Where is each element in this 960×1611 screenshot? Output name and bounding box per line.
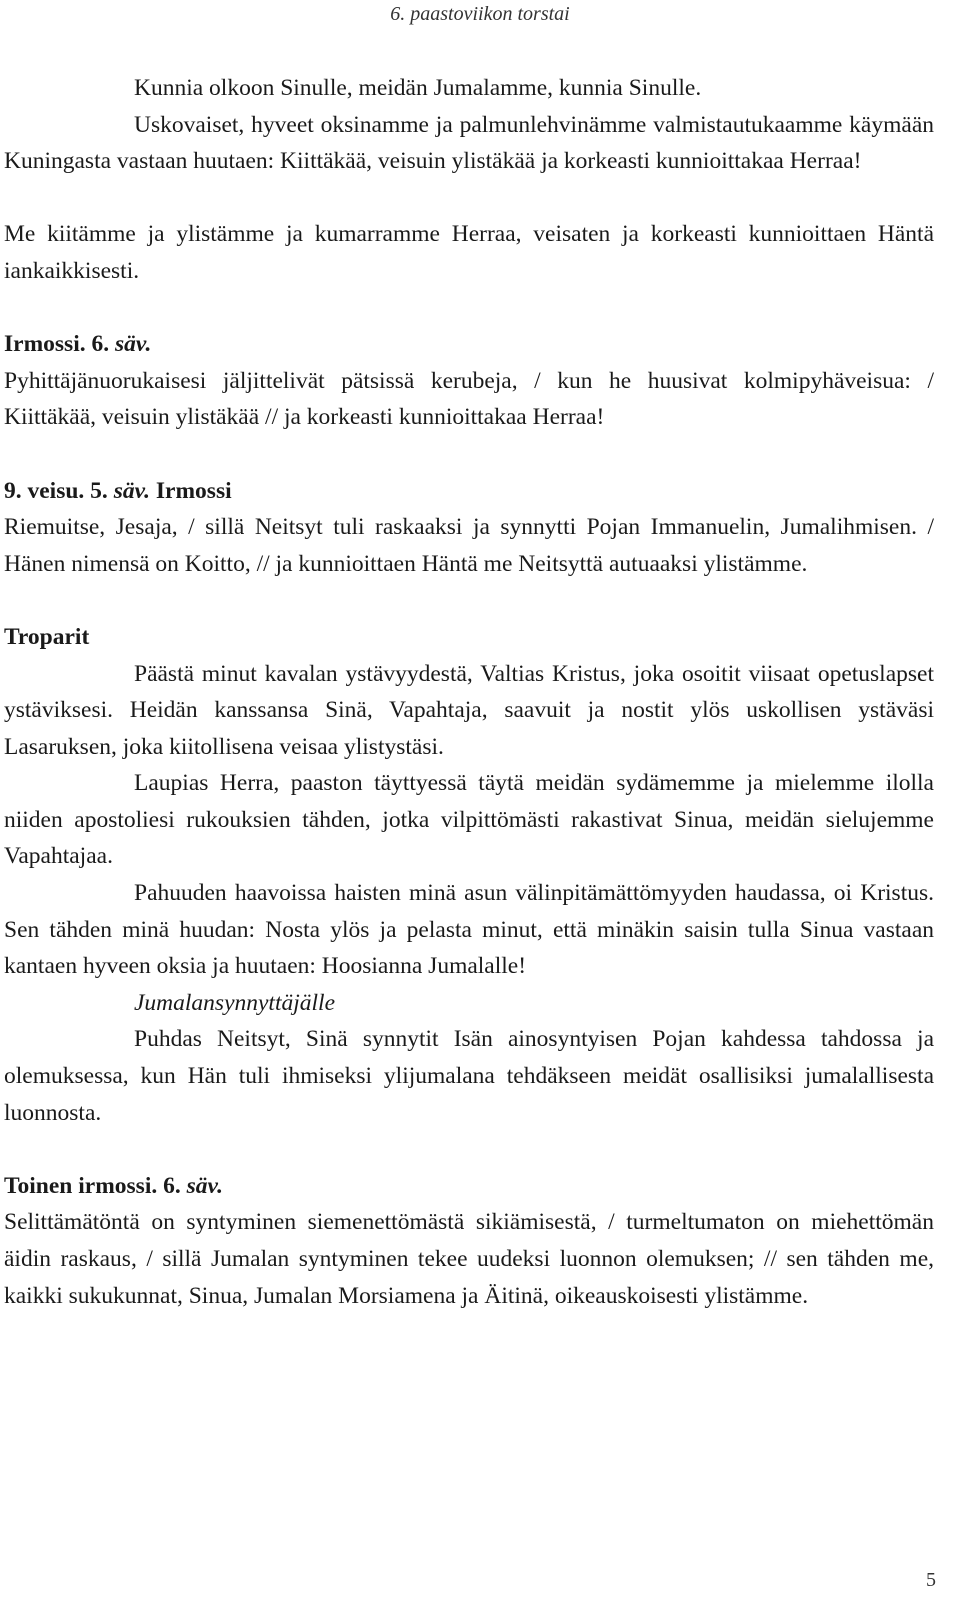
heading-irmossi bbox=[4, 326, 934, 363]
paragraph-ode-9-irmossi: Riemuitse, Jesaja, / sillä Neitsyt tuli raskaaksi ja synnytti Pojan Immanuelin, Jumalihmisen. / Hänen nimensä on Koitto, // ja kunnioittaen Häntä me Neitsyttä autuaaksi ylistämme. bbox=[4, 514, 934, 577]
paragraph-irmossi: Pyhittäjänuorukaisesi jäljittelivät pätsissä kerubeja, / kun he huusivat kolmipyhäveisua: / Kiittäkää, veisuin ylistäkää // ja korkeasti kunnioittakaa Herraa! bbox=[4, 367, 934, 431]
paragraph-theotokion: Puhdas Neitsyt, Sinä synnytit Isän ainosyntyisen Pojan kahdessa tahdossa ja olemuksessa, kun Hän tuli ihmiseksi ylijumalana tehdäkseen meidät osallisiksi jumalallisesta luonnosta. bbox=[4, 1026, 934, 1126]
paragraph-troparion-1: Päästä minut kavalan ystävyydestä, Valtias Kristus, joka osoitit viisaat opetuslapset ystäviksesi. Heidän kanssansa Sinä, Vapahtaja, saavuit ja nostit ylös uskollisen ystäväsi Lasaruksen, joka kiitollisena veisaa ylistystäsi. bbox=[4, 660, 934, 760]
paragraph-stanza-1: Uskovaiset, hyveet oksinamme ja palmunlehvinämme valmistautukaamme käymään Kuningasta vastaan huutaen: Kiittäkää, veisuin ylistäkää ja korkeasti kunnioittakaa Herraa! bbox=[4, 111, 934, 175]
paragraph-doxology: Kunnia olkoon Sinulle, meidän Jumalamme, kunnia Sinulle. bbox=[134, 75, 702, 101]
heading-second-irmossi bbox=[4, 1168, 934, 1205]
page-number: 5 bbox=[926, 1569, 936, 1591]
paragraph-troparion-3: Pahuuden haavoissa haisten minä asun välinpitämättömyyden haudassa, oi Kristus. Sen tähden minä huudan: Nosta ylös ja pelasta minut, että minäkin saisin tulla Sinua vastaan kantaen hyveen oksia ja huutaen: Hoosianna Jumalalle! bbox=[4, 880, 934, 980]
heading-irmossi-tone: säv. bbox=[114, 331, 152, 358]
document-body bbox=[4, 70, 934, 1314]
heading-ode-9-tone: säv. bbox=[113, 477, 151, 504]
page-header: 6. paastoviikon torstai bbox=[390, 3, 570, 25]
heading-second-irmossi-main: Toinen irmossi. 6. bbox=[4, 1172, 187, 1199]
label-theotokion: Jumalansynnyttäjälle bbox=[134, 989, 336, 1016]
heading-ode-9 bbox=[4, 473, 934, 510]
heading-troparit: Troparit bbox=[4, 623, 90, 650]
paragraph-second-irmossi: Selittämätöntä on syntyminen siemenettömästä sikiämisestä, / turmeltumaton on miehettömän äidin raskaus, / sillä Jumalan syntyminen tekee uudeksi luonnon olemuksen; // sen tähden me, kaikki sukukunnat, Sinua, Jumalan Morsiamena ja Äitinä, oikeauskoisesti ylistämme. bbox=[4, 1209, 934, 1309]
paragraph-stanza-2: Me kiitämme ja ylistämme ja kumarramme Herraa, veisaten ja korkeasti kunnioittaen Häntä iankaikkisesti. bbox=[4, 221, 934, 284]
heading-second-irmossi-tone: säv. bbox=[186, 1172, 223, 1199]
paragraph-troparion-2: Laupias Herra, paaston täyttyessä täytä meidän sydämemme ja mielemme ilolla niiden apostoliesi rukouksien tähden, jotka vilpittömästi rakastivat Sinua, meidän sielujemme Vapahtajaa. bbox=[4, 770, 934, 870]
heading-ode-9-main: 9. veisu. 5. bbox=[4, 477, 114, 504]
heading-ode-9-tail: Irmossi bbox=[150, 477, 232, 504]
heading-irmossi-main: Irmossi. 6. bbox=[4, 331, 115, 358]
